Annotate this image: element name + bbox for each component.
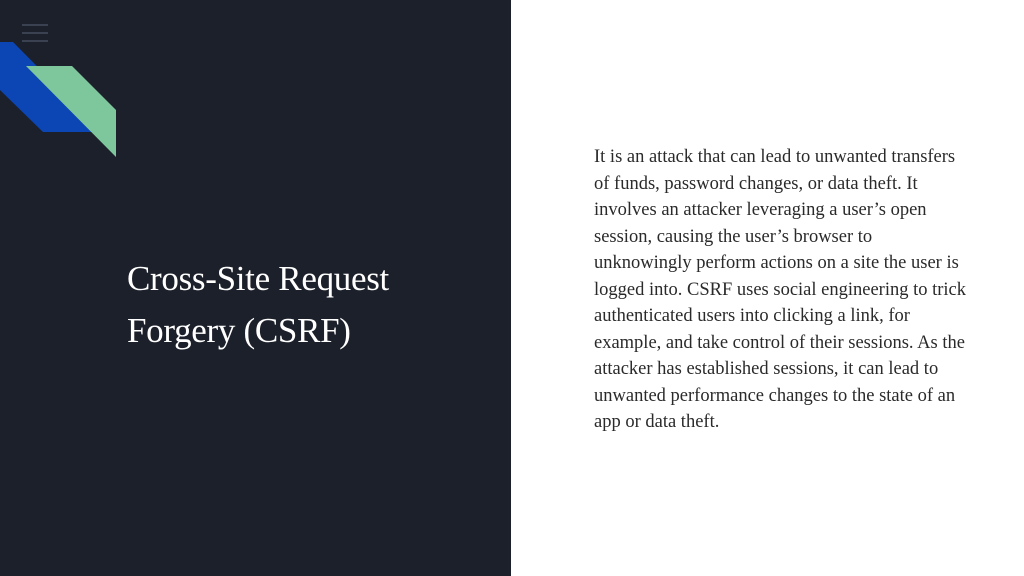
title-panel xyxy=(0,0,511,576)
slide-title: Cross-Site Request Forgery (CSRF) xyxy=(127,259,389,350)
decorative-stripes xyxy=(0,0,130,170)
slide-body-text: It is an attack that can lead to unwanted transfers of funds, password changes, or data theft. It involves an attacker leveraging a user’s open session, causing the user’s browser to unknowingly perform actions on a site the user is logged into. CSRF uses social engineering to trick authenticated users into clicking a link, for example, and take control of their sessions. As the attacker has established sessions, it can lead to unwanted performance changes to the state of an app or data theft. xyxy=(594,147,967,432)
